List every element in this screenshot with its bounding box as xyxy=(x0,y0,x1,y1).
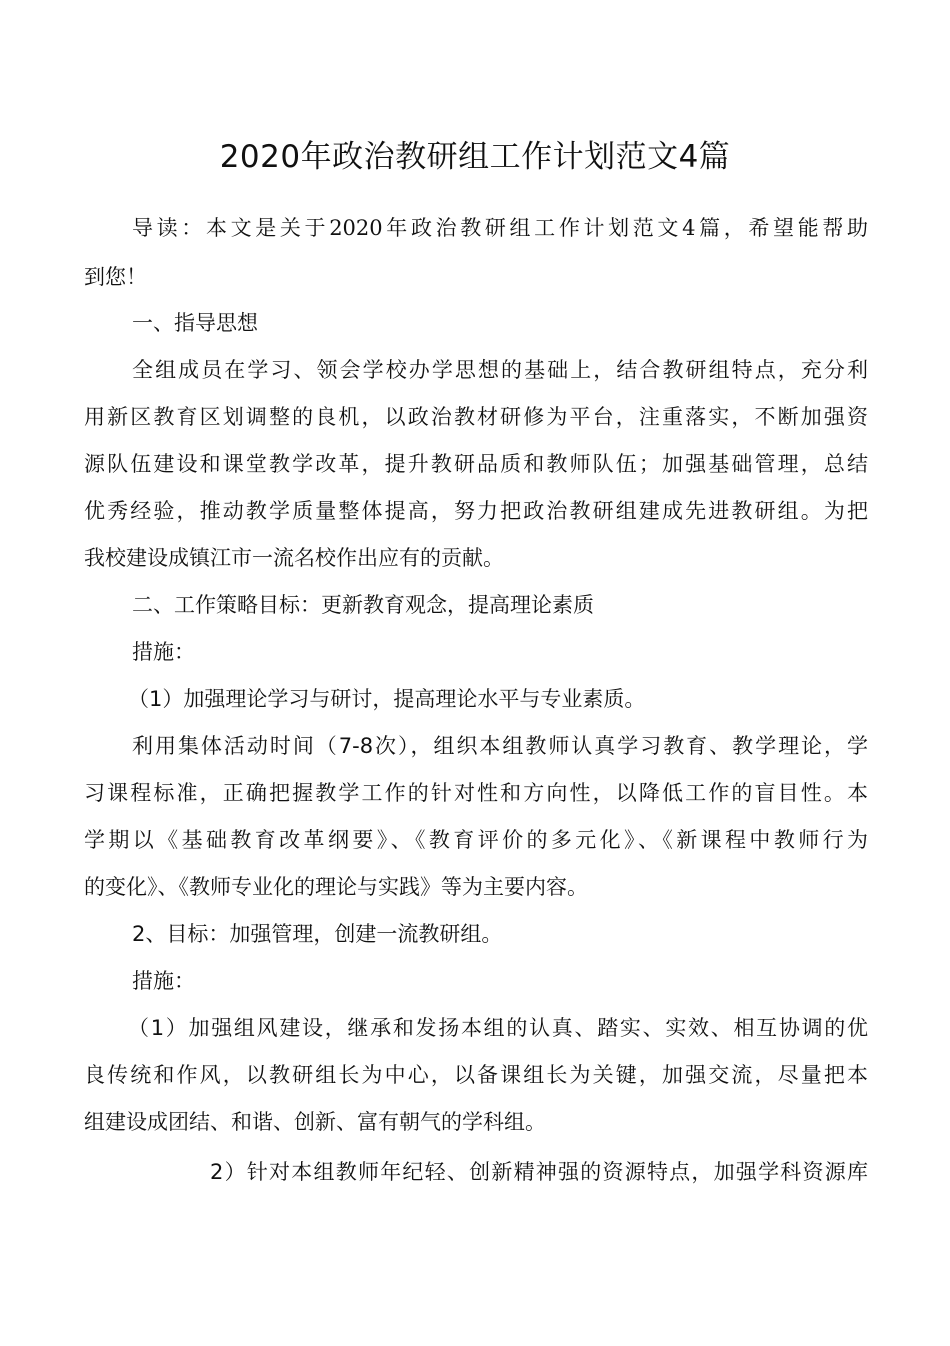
intro-line-2: 到您！ xyxy=(84,265,147,289)
section-heading-2: 二、工作策略目标：更新教育观念，提高理论素质 xyxy=(132,593,594,617)
section-heading-1: 一、指导思想 xyxy=(132,311,258,335)
paragraph-line: 优秀经验，推动教学质量整体提高，努力把政治教研组建成先进教研组。为把 xyxy=(84,499,868,523)
intro-line-1: 导读：本文是关于2020年政治教研组工作计划范文4篇，希望能帮助 xyxy=(132,216,868,240)
paragraph-line: （1）加强组风建设，继承和发扬本组的认真、踏实、实效、相互协调的优 xyxy=(128,1016,868,1040)
measures-label: 措施： xyxy=(132,640,195,664)
paragraph-line: 习课程标准，正确把握教学工作的针对性和方向性，以降低工作的盲目性。本 xyxy=(84,781,868,805)
paragraph-line: 利用集体活动时间（7-8次），组织本组教师认真学习教育、教学理论，学 xyxy=(132,734,868,758)
paragraph-line: 学期以《基础教育改革纲要》、《教育评价的多元化》、《新课程中教师行为 xyxy=(84,828,868,852)
paragraph-line: 用新区教育区划调整的良机，以政治教材研修为平台，注重落实，不断加强资 xyxy=(84,405,868,429)
paragraph-line: 源队伍建设和课堂教学改革，提升教研品质和教师队伍；加强基础管理，总结 xyxy=(84,452,868,476)
paragraph-line: 我校建设成镇江市一流名校作出应有的贡献。 xyxy=(84,546,504,570)
paragraph-line: 组建设成团结、和谐、创新、富有朝气的学科组。 xyxy=(84,1110,546,1134)
paragraph-line: 2）针对本组教师年纪轻、创新精神强的资源特点，加强学科资源库 xyxy=(210,1160,868,1184)
paragraph-line: 的变化》、《教师专业化的理论与实践》等为主要内容。 xyxy=(84,875,588,899)
document-title: 2020年政治教研组工作计划范文4篇 xyxy=(219,139,731,175)
measures-label: 措施： xyxy=(132,969,195,993)
goal-heading: 2、目标：加强管理，创建一流教研组。 xyxy=(132,922,503,946)
paragraph-line: 良传统和作风，以教研组长为中心，以备课组长为关键，加强交流，尽量把本 xyxy=(84,1063,868,1087)
measure-item: （1）加强理论学习与研讨，提高理论水平与专业素质。 xyxy=(128,687,646,711)
paragraph-line: 全组成员在学习、领会学校办学思想的基础上，结合教研组特点，充分利 xyxy=(132,358,868,382)
